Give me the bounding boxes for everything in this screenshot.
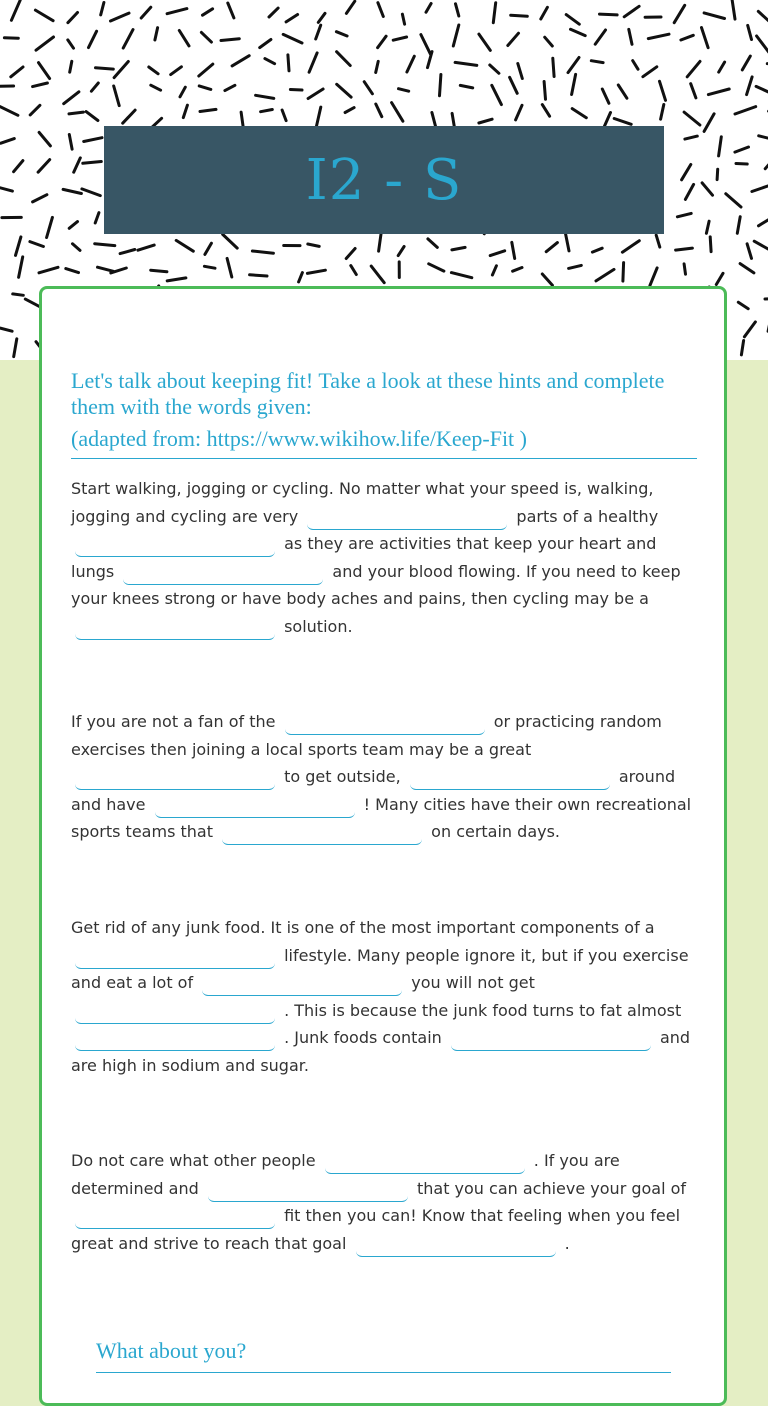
pattern-dash (682, 165, 691, 180)
pattern-dash (11, 67, 23, 77)
pattern-dash (542, 105, 549, 117)
title-banner (104, 126, 664, 234)
paragraph-fitness-activities (71, 475, 695, 641)
pattern-dash (758, 11, 768, 24)
pattern-dash (346, 249, 355, 259)
pattern-dash (114, 62, 128, 78)
pattern-dash (308, 89, 323, 99)
pattern-dash (440, 75, 441, 96)
pattern-dash (376, 61, 379, 72)
pattern-dash (223, 234, 238, 248)
pattern-dash (171, 67, 182, 75)
pattern-dash (317, 107, 321, 126)
answer-blank[interactable] (202, 976, 402, 996)
pattern-dash (183, 105, 187, 117)
pattern-dash (704, 13, 724, 19)
pattern-dash (13, 294, 24, 295)
pattern-dash (378, 3, 383, 17)
pattern-dash (736, 164, 747, 165)
pattern-dash (392, 103, 403, 122)
pattern-dash (428, 239, 437, 248)
pattern-dash (11, 0, 20, 20)
pattern-dash (179, 31, 189, 46)
pattern-dash (345, 108, 354, 113)
pattern-dash (167, 9, 187, 14)
pattern-dash (73, 244, 81, 251)
pattern-dash (691, 84, 696, 98)
pattern-dash (86, 112, 98, 121)
paragraph-text: around and have (71, 767, 675, 814)
pattern-dash (74, 158, 81, 172)
instructions-block (71, 368, 697, 459)
answer-blank[interactable] (208, 1182, 408, 1202)
pattern-dash (572, 109, 586, 118)
pattern-dash (490, 65, 499, 73)
pattern-dash (33, 195, 47, 202)
paragraph-text: . Junk foods contain (284, 1028, 442, 1047)
pattern-dash (757, 36, 768, 53)
pattern-dash (402, 14, 404, 24)
pattern-dash (309, 53, 317, 72)
pattern-dash (252, 251, 273, 253)
pattern-dash (716, 273, 723, 284)
pattern-dash (337, 52, 351, 66)
pattern-dash (69, 135, 72, 150)
pattern-dash (719, 137, 722, 156)
paragraph-text: parts of a healthy (516, 507, 658, 526)
paragraph-text: on certain days. (431, 822, 560, 841)
pattern-dash (308, 244, 319, 246)
pattern-dash (149, 67, 158, 74)
paragraph-text: Start walking, jogging or cycling. No matter what your speed is, walking, jogging and cycling are very (71, 479, 653, 526)
pattern-dash (0, 328, 12, 331)
instructions-source: (adapted from: https://www.wikihow.life/Keep-Fit ) (71, 426, 697, 452)
pattern-dash (25, 299, 40, 307)
pattern-dash (479, 119, 492, 123)
pattern-dash (545, 37, 553, 46)
pattern-dash (685, 184, 693, 199)
pattern-dash (95, 213, 99, 223)
pattern-dash (684, 112, 700, 125)
pattern-dash (33, 83, 48, 87)
pattern-dash (754, 241, 768, 251)
pattern-dash (566, 15, 579, 25)
pattern-dash (747, 244, 751, 259)
pattern-dash (176, 240, 193, 251)
pattern-dash (571, 29, 586, 35)
pattern-dash (740, 264, 754, 273)
instructions-text: Let's talk about keeping fit! Take a look at these hints and complete them with the words given: (71, 368, 697, 420)
pattern-dash (141, 7, 151, 18)
section-heading-what-about-you: What about you? (96, 1338, 671, 1373)
pattern-dash (371, 266, 384, 283)
pattern-dash (702, 28, 709, 48)
paragraph-text: as they are activities that keep your heart and lungs (71, 534, 656, 581)
pattern-dash (677, 213, 691, 216)
pattern-dash (393, 37, 406, 40)
pattern-dash (221, 39, 239, 41)
pattern-dash (19, 257, 23, 277)
pattern-dash (70, 61, 72, 72)
pattern-dash (261, 110, 273, 112)
pattern-dash (541, 7, 548, 19)
pattern-dash (596, 269, 614, 281)
pattern-dash (747, 77, 753, 95)
pattern-dash (250, 275, 267, 276)
pattern-dash (167, 278, 186, 281)
pattern-dash (288, 55, 289, 71)
pattern-dash (265, 59, 275, 64)
pattern-dash (98, 267, 114, 271)
answer-blank[interactable] (325, 1154, 525, 1174)
pattern-dash (704, 114, 714, 132)
pattern-dash (351, 266, 357, 275)
pattern-dash (398, 247, 404, 256)
pattern-dash (623, 263, 624, 282)
pattern-dash (269, 8, 278, 17)
pattern-dash (16, 237, 21, 256)
pattern-dash (36, 37, 54, 50)
pattern-dash (96, 68, 114, 69)
pattern-dash (676, 248, 693, 250)
pattern-dash (123, 30, 133, 48)
pattern-dash (290, 90, 302, 91)
pattern-dash (200, 109, 216, 111)
pattern-dash (726, 194, 741, 207)
pattern-dash (299, 273, 303, 282)
pattern-dash (643, 67, 657, 77)
pattern-dash (364, 82, 372, 94)
pattern-dash (66, 269, 79, 273)
pattern-dash (376, 104, 382, 117)
pattern-dash (47, 217, 53, 237)
pattern-dash (629, 29, 632, 44)
pattern-dash (614, 119, 631, 125)
pattern-dash (708, 89, 729, 95)
pattern-dash (456, 4, 459, 16)
answer-blank[interactable] (307, 510, 507, 530)
paragraph-text: solution. (284, 617, 352, 636)
pattern-dash (687, 61, 700, 76)
answer-blank[interactable] (75, 1031, 275, 1051)
pattern-dash (742, 56, 750, 70)
pattern-dash (492, 266, 496, 275)
paragraph-text: . (565, 1234, 570, 1253)
pattern-dash (101, 3, 104, 15)
answer-blank[interactable] (75, 1004, 275, 1024)
pattern-dash (759, 217, 768, 226)
pattern-dash (68, 13, 78, 23)
pattern-dash (199, 86, 211, 90)
paragraph-text: . If you are determined and (71, 1151, 620, 1198)
pattern-dash (346, 1, 354, 13)
pattern-dash (702, 183, 712, 195)
pattern-dash (513, 268, 522, 272)
pattern-dash (748, 25, 752, 39)
pattern-dash (336, 32, 347, 36)
pattern-dash (595, 30, 605, 44)
pattern-dash (35, 10, 53, 21)
pattern-dash (569, 265, 582, 268)
pattern-dash (63, 189, 81, 193)
pattern-dash (138, 245, 154, 250)
pattern-dash (307, 270, 325, 273)
pattern-dash (492, 85, 502, 104)
pattern-dash (633, 61, 638, 70)
pattern-dash (429, 264, 444, 271)
pattern-dash (39, 267, 58, 273)
pattern-dash (565, 233, 569, 251)
pattern-dash (453, 25, 459, 46)
answer-blank[interactable] (222, 825, 422, 845)
pattern-dash (510, 77, 518, 93)
pattern-dash (30, 242, 44, 247)
pattern-dash (650, 268, 657, 286)
pattern-dash (260, 40, 271, 48)
pattern-dash (68, 40, 74, 48)
pattern-dash (91, 83, 98, 91)
answer-blank[interactable] (356, 1237, 556, 1257)
pattern-dash (227, 258, 232, 277)
pattern-dash (544, 82, 545, 100)
paragraph-text: that you can achieve your goal of (417, 1179, 686, 1198)
paragraph-text: Do not care what other people (71, 1151, 316, 1170)
answer-blank[interactable] (75, 537, 275, 557)
pattern-dash (0, 107, 18, 116)
pattern-dash (14, 339, 17, 357)
paragraph-text: you will not get (411, 973, 535, 992)
pattern-dash (426, 4, 431, 13)
pattern-dash (572, 74, 576, 94)
pattern-dash (30, 105, 40, 115)
pattern-dash (204, 266, 215, 268)
pattern-dash (82, 189, 100, 196)
pattern-dash (732, 0, 735, 19)
pattern-dash (618, 85, 627, 98)
pattern-dash (752, 186, 768, 192)
pattern-dash (316, 25, 321, 39)
pattern-dash (744, 322, 755, 337)
pattern-dash (741, 341, 743, 355)
paragraph-text: to get outside, (284, 767, 401, 786)
paragraph-text: . This is because the junk food turns to fat almost (284, 1001, 681, 1020)
paragraph-text: lifestyle. Many people ignore it, but if you exercise and eat a lot of (71, 946, 689, 993)
pattern-dash (568, 58, 579, 73)
paragraph-junk-food (71, 914, 695, 1080)
pattern-dash (455, 62, 477, 65)
pattern-dash (738, 302, 748, 309)
answer-blank[interactable] (410, 770, 610, 790)
pattern-dash (508, 33, 519, 45)
pattern-dash (69, 112, 83, 114)
pattern-dash (648, 34, 669, 38)
page-title: I2 - S (306, 148, 463, 213)
pattern-dash (123, 110, 135, 123)
pattern-dash (759, 136, 768, 139)
paragraph-text: and your blood flowing. If you need to keep your knees strong or have body aches and pains, then cycling may be a (71, 562, 681, 609)
answer-blank[interactable] (75, 1209, 275, 1229)
paragraph-sports-team (71, 708, 695, 846)
pattern-dash (64, 92, 79, 104)
pattern-dash (378, 36, 387, 48)
pattern-dash (120, 250, 135, 254)
pattern-dash (199, 64, 213, 76)
pattern-dash (719, 62, 725, 72)
pattern-dash (674, 5, 685, 22)
pattern-dash (286, 15, 298, 22)
pattern-dash (452, 247, 465, 250)
answer-blank[interactable] (75, 620, 275, 640)
pattern-dash (661, 105, 664, 120)
pattern-dash (600, 14, 618, 15)
pattern-dash (553, 58, 554, 76)
answer-blank[interactable] (155, 798, 355, 818)
pattern-dash (660, 81, 666, 100)
paragraph-text: Get rid of any junk food. It is one of the most important components of a (71, 918, 655, 937)
pattern-dash (518, 64, 523, 79)
answer-blank[interactable] (451, 1031, 651, 1051)
pattern-dash (228, 3, 234, 18)
answer-blank[interactable] (75, 770, 275, 790)
pattern-dash (546, 243, 557, 252)
pattern-dash (490, 251, 505, 256)
paragraph-text: ! Many cities have their own recreational sports teams that (71, 795, 691, 842)
pattern-dash (624, 6, 639, 16)
pattern-dash (1, 139, 15, 144)
paragraph-text: If you are not a fan of the (71, 712, 276, 731)
pattern-dash (685, 136, 697, 139)
pattern-dash (717, 169, 718, 179)
pattern-dash (735, 147, 749, 152)
pattern-dash (451, 273, 471, 278)
answer-blank[interactable] (123, 565, 323, 585)
answer-blank[interactable] (75, 949, 275, 969)
pattern-dash (111, 13, 130, 21)
pattern-dash (83, 162, 102, 164)
paragraph-text: fit then you can! Know that feeling when you feel great and strive to reach that goal (71, 1206, 680, 1253)
pattern-dash (95, 244, 115, 246)
pattern-dash (151, 85, 161, 90)
pattern-dash (14, 161, 23, 172)
pattern-dash (225, 85, 235, 90)
pattern-dash (706, 221, 709, 233)
pattern-dash (69, 222, 77, 229)
pattern-dash (735, 107, 756, 114)
pattern-dash (201, 32, 211, 42)
pattern-dash (318, 13, 325, 22)
pattern-dash (479, 34, 490, 50)
pattern-dash (180, 87, 185, 97)
pattern-dash (511, 15, 528, 16)
pattern-dash (84, 138, 102, 142)
pattern-dash (282, 110, 286, 121)
pattern-dash (656, 235, 660, 247)
pattern-dash (39, 63, 50, 79)
pattern-dash (602, 89, 609, 103)
pattern-dash (256, 95, 274, 98)
pattern-dash (622, 241, 639, 253)
pattern-dash (379, 231, 382, 251)
pattern-dash (737, 217, 740, 234)
pattern-dash (516, 105, 522, 120)
pattern-dash (337, 84, 351, 97)
pattern-dash (38, 160, 50, 173)
pattern-dash (205, 243, 212, 254)
pattern-dash (460, 85, 472, 88)
paragraph-text: or practicing random exercises then joining a local sports team may be a great (71, 712, 662, 759)
pattern-dash (512, 242, 515, 258)
pattern-dash (592, 248, 602, 252)
paragraph-determination (71, 1147, 695, 1257)
pattern-dash (283, 34, 302, 43)
pattern-dash (681, 35, 693, 40)
pattern-dash (39, 132, 50, 146)
answer-blank[interactable] (285, 715, 485, 735)
pattern-dash (0, 187, 12, 191)
pattern-dash (684, 264, 685, 274)
pattern-dash (710, 237, 711, 252)
pattern-dash (493, 3, 495, 23)
pattern-dash (232, 56, 249, 66)
pattern-dash (155, 28, 158, 40)
pattern-dash (89, 31, 97, 47)
pattern-dash (203, 9, 213, 15)
pattern-dash (591, 61, 603, 63)
pattern-dash (151, 270, 167, 272)
pattern-dash (407, 56, 414, 72)
paragraph-text: and are high in sodium and sugar. (71, 1028, 690, 1075)
pattern-dash (542, 274, 552, 285)
pattern-dash (421, 35, 431, 55)
pattern-dash (756, 86, 768, 94)
pattern-dash (114, 86, 120, 106)
pattern-dash (399, 89, 409, 92)
